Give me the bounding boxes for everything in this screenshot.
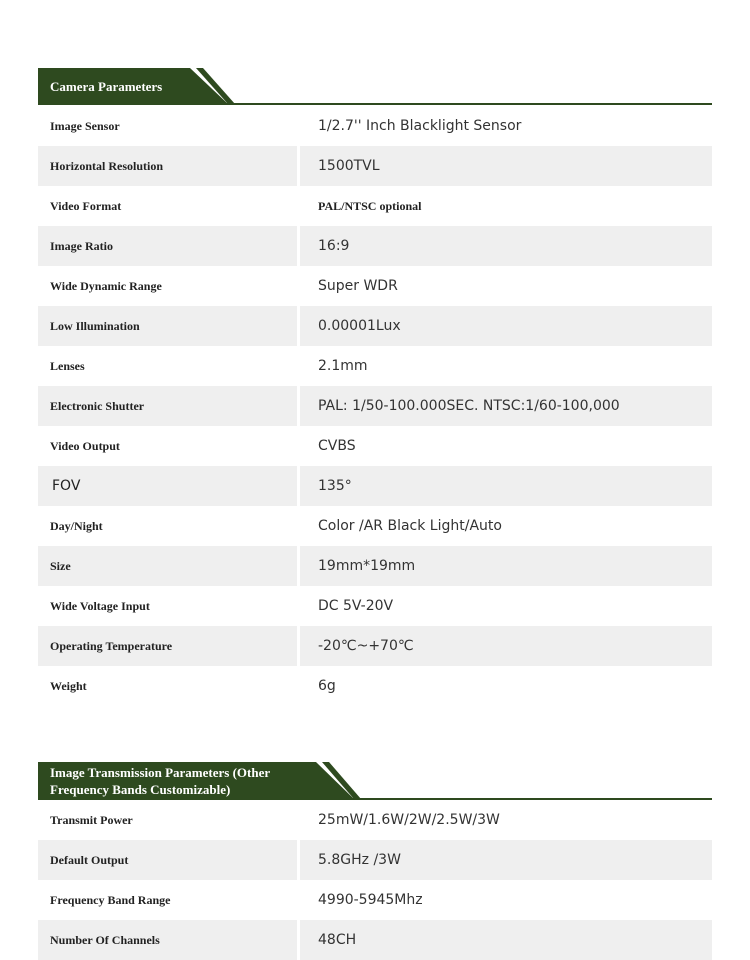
spec-label: Transmit Power [50,812,133,827]
spec-label: Horizontal Resolution [38,146,297,186]
spec-value: 135° [300,466,712,506]
spec-label: Lenses [50,358,85,373]
spec-label: Frequency Band Range [50,892,171,907]
spec-row [38,146,712,186]
transmission-parameters-section [38,762,712,960]
spec-value: PAL: 1/50-100.000SEC. NTSC:1/60-100,000 [300,386,712,426]
spec-row [38,426,712,466]
spec-row [38,466,712,506]
spec-row [38,506,712,546]
section-title: Image Transmission Parameters (Other Frequency Bands Customizable) [50,765,270,797]
spec-label: Video Format [50,198,122,213]
spec-row [38,546,712,586]
spec-value: 16:9 [300,226,712,266]
spec-label: Weight [50,678,87,693]
spec-label: Day/Night [50,518,103,533]
spec-value: 25mW/1.6W/2W/2.5W/3W [318,812,500,828]
spec-row [38,186,712,226]
spec-label: Electronic Shutter [38,386,297,426]
spec-value: Color /AR Black Light/Auto [318,518,502,534]
spec-value: 1/2.7'' Inch Blacklight Sensor [318,118,522,134]
spec-row [38,106,712,146]
spec-value: Super WDR [318,278,398,294]
spec-value: 4990-5945Mhz [318,892,423,908]
spec-row [38,920,712,960]
spec-value: 48CH [300,920,712,960]
spec-value: 0.00001Lux [300,306,712,346]
spec-value: 6g [318,678,336,694]
spec-row [38,266,712,306]
spec-label: Number Of Channels [38,920,297,960]
spec-label: Wide Voltage Input [50,598,150,613]
spec-label: Size [38,546,297,586]
spec-label: Default Output [38,840,297,880]
spec-label: FOV [38,466,297,506]
spec-value: 19mm*19mm [300,546,712,586]
section-title: Camera Parameters [50,79,163,94]
spec-row [38,800,712,840]
spec-label: Wide Dynamic Range [50,278,162,293]
spec-label: Low Illumination [38,306,297,346]
section-header [38,762,712,800]
spec-row [38,386,712,426]
section-header [38,68,712,106]
spec-value: DC 5V-20V [318,598,394,614]
spec-label: Image Ratio [38,226,297,266]
spec-value: 2.1mm [318,358,368,374]
spec-row [38,880,712,920]
spec-row [38,840,712,880]
spec-label: Video Output [50,438,120,453]
spec-row [38,666,712,706]
spec-value: -20℃~+70℃ [300,626,712,666]
spec-label: Operating Temperature [38,626,297,666]
spec-row [38,586,712,626]
spec-value: 1500TVL [300,146,712,186]
camera-parameters-section [38,68,712,706]
spec-row [38,306,712,346]
spec-value: CVBS [318,438,356,454]
spec-value: 5.8GHz /3W [300,840,712,880]
spec-value: PAL/NTSC optional [318,198,422,213]
spec-row [38,226,712,266]
spec-row [38,626,712,666]
spec-label: Image Sensor [50,118,120,133]
spec-row [38,346,712,386]
